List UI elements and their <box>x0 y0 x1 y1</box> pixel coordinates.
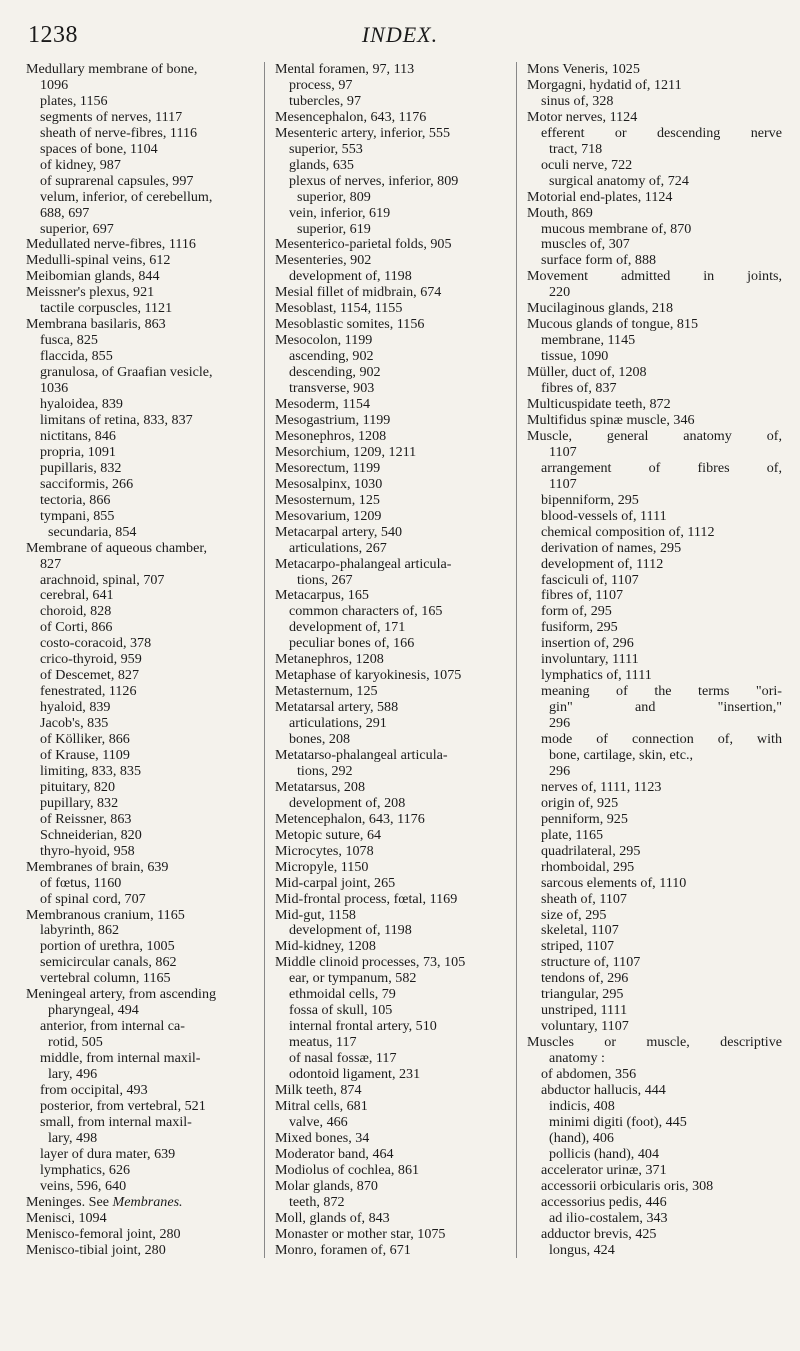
index-subentry: striped, 1107 <box>541 938 615 955</box>
index-entry: Monro, foramen of, 671 <box>275 1241 411 1258</box>
index-entry: Membranes of brain, 639 <box>26 858 169 875</box>
index-entry: Metatarsal artery, 588 <box>275 699 399 716</box>
index-entry: Muscle, general anatomy of, <box>527 427 782 444</box>
index-subentry: small, from internal maxil- <box>40 1113 192 1130</box>
index-entry: Mid-carpal joint, 265 <box>275 874 396 891</box>
index-subentry: of kidney, 987 <box>40 156 121 173</box>
index-entry: Metacarpal artery, 540 <box>275 523 403 540</box>
index-entry: Mesenteric artery, inferior, 555 <box>275 124 451 141</box>
index-entry: Milk teeth, 874 <box>275 1082 362 1098</box>
index-entry: Morgagni, hydatid of, 1211 <box>527 76 682 93</box>
index-entry: Meninges. See Membranes. <box>26 1193 183 1210</box>
index-subentry: pituitary, 820 <box>40 778 116 795</box>
index-subentry: sacciformis, 266 <box>40 475 134 492</box>
index-subentry: limiting, 833, 835 <box>40 762 142 779</box>
index-subentry: limitans of retina, 833, 837 <box>40 411 193 428</box>
index-subentry: fibres of, 1107 <box>541 587 624 604</box>
index-entry: Metanephros, 1208 <box>275 651 384 668</box>
index-subentry: glands, 635 <box>289 156 354 173</box>
index-subentry: flaccida, 855 <box>40 348 113 365</box>
index-entry: Modiolus of cochlea, 861 <box>275 1161 420 1178</box>
index-subentry: peculiar bones of, 166 <box>289 635 415 652</box>
index-subentry: insertion of, 296 <box>541 635 634 652</box>
index-subentry: origin of, 925 <box>541 794 619 811</box>
index-entry: Mesorectum, 1199 <box>275 459 381 476</box>
index-subentry: structure of, 1107 <box>541 954 641 971</box>
index-subentry: 827 <box>40 555 62 572</box>
index-entry: Mitral cells, 681 <box>275 1097 368 1114</box>
index-subentry: tract, 718 <box>549 140 603 157</box>
index-subentry: longus, 424 <box>549 1241 615 1258</box>
index-subentry: fenestrated, 1126 <box>40 683 137 700</box>
index-entry: Micropyle, 1150 <box>275 858 369 875</box>
index-entry: Mesoblast, 1154, 1155 <box>275 300 403 317</box>
index-subentry: of Kölliker, 866 <box>40 731 130 748</box>
index-subentry: spaces of bone, 1104 <box>40 140 158 157</box>
index-subentry: pupillary, 832 <box>40 794 119 811</box>
index-subentry: sinus of, 328 <box>541 92 614 109</box>
index-subentry: accelerator urinæ, 371 <box>541 1161 667 1178</box>
index-entry: Mesocolon, 1199 <box>275 332 373 349</box>
index-subentry: superior, 553 <box>289 140 363 157</box>
index-subentry: internal frontal artery, 510 <box>289 1018 437 1035</box>
page-heading: INDEX. <box>361 22 439 47</box>
index-entry: Mouth, 869 <box>527 204 593 221</box>
index-subentry: crico-thyroid, 959 <box>40 651 142 668</box>
index-subentry: indicis, 408 <box>549 1097 615 1114</box>
index-subentry: valve, 466 <box>289 1113 348 1130</box>
index-entry: Mesorchium, 1209, 1211 <box>275 443 417 460</box>
index-subentry: muscles of, 307 <box>541 236 630 253</box>
index-entry: Mesosternum, 125 <box>275 491 380 508</box>
index-entry: Microcytes, 1078 <box>275 842 374 859</box>
index-subentry: efferent or descending nerve <box>541 124 782 141</box>
index-subentry: of nasal fossæ, 117 <box>289 1050 397 1067</box>
index-subentry: descending, 902 <box>289 364 381 381</box>
index-subentry: vein, inferior, 619 <box>289 204 391 221</box>
index-subentry: involuntary, 1111 <box>541 651 639 668</box>
index-subentry: teeth, 872 <box>289 1193 345 1210</box>
index-entry: Membrana basilaris, 863 <box>26 316 166 333</box>
index-subentry: hyaloid, 839 <box>40 699 111 716</box>
index-subentry: triangular, 295 <box>541 986 624 1003</box>
index-subentry: bone, cartilage, skin, etc., <box>549 746 694 763</box>
index-subentry: development of, 208 <box>289 794 406 811</box>
index-subentry: of Corti, 866 <box>40 619 113 636</box>
index-subentry: middle, from internal maxil- <box>40 1050 201 1067</box>
index-entry: Meningeal artery, from ascending <box>26 986 217 1003</box>
index-entry: Mid-kidney, 1208 <box>275 938 376 955</box>
index-subentry: tactile corpuscles, 1121 <box>40 300 173 317</box>
index-entry: Molar glands, 870 <box>275 1177 378 1194</box>
index-subentry: arrangement of fibres of, <box>541 459 782 476</box>
index-entry: Medullary membrane of bone, <box>26 61 198 77</box>
index-entry: Medullated nerve-fibres, 1116 <box>26 236 196 253</box>
index-subentry: quadrilateral, 295 <box>541 842 641 859</box>
index-entry: Mesonephros, 1208 <box>275 427 387 444</box>
index-entry: Movement admitted in joints, <box>527 268 782 285</box>
index-subentry: of Reissner, 863 <box>40 810 132 827</box>
index-subentry: granulosa, of Graafian vesicle, <box>40 364 213 381</box>
index-subentry: 1096 <box>40 76 69 93</box>
index-column-2 <box>264 62 516 1258</box>
index-subentry: ad ilio-costalem, 343 <box>549 1209 668 1226</box>
index-entry: Mesovarium, 1209 <box>275 507 382 524</box>
index-subentry: veins, 596, 640 <box>40 1177 127 1194</box>
index-subentry: Jacob's, 835 <box>40 715 109 732</box>
index-subentry: gin" and "insertion," <box>549 699 782 716</box>
index-subentry: superior, 697 <box>40 220 114 237</box>
index-entry: Motor nerves, 1124 <box>527 108 638 125</box>
index-subentry: 296 <box>549 762 571 779</box>
index-column-3 <box>516 62 782 1258</box>
index-subentry: development of, 1112 <box>541 555 664 572</box>
index-subentry: lary, 498 <box>48 1129 98 1146</box>
index-subentry: 1107 <box>549 443 577 460</box>
index-subentry: accessorius pedis, 446 <box>541 1193 667 1210</box>
index-subentry: ear, or tympanum, 582 <box>289 970 417 987</box>
index-subentry: secundaria, 854 <box>48 523 137 540</box>
page-number: 1238 <box>28 22 78 48</box>
index-subentry: derivation of names, 295 <box>541 539 682 556</box>
index-subentry: tions, 292 <box>297 762 353 779</box>
index-subentry: lymphatics of, 1111 <box>541 667 652 684</box>
index-subentry: plate, 1165 <box>541 826 604 843</box>
index-entry: Mons Veneris, 1025 <box>527 61 640 77</box>
index-entry: Müller, duct of, 1208 <box>527 364 647 381</box>
index-entry: Mesoderm, 1154 <box>275 396 370 413</box>
index-subentry: pharyngeal, 494 <box>48 1002 139 1019</box>
index-subentry: 220 <box>549 284 571 301</box>
index-subentry: of spinal cord, 707 <box>40 890 146 907</box>
index-entry: Menisci, 1094 <box>26 1209 107 1226</box>
index-entry: Multifidus spinæ muscle, 346 <box>527 411 695 428</box>
index-subentry: anterior, from internal ca- <box>40 1018 185 1035</box>
index-subentry: choroid, 828 <box>40 603 112 620</box>
index-entry: Mesenteries, 902 <box>275 252 372 269</box>
index-entry: Metacarpus, 165 <box>275 587 369 604</box>
index-subentry: semicircular canals, 862 <box>40 954 177 971</box>
index-entry: Metacarpo-phalangeal articula- <box>275 555 452 572</box>
index-entry: Menisco-femoral joint, 280 <box>26 1225 181 1242</box>
index-subentry: labyrinth, 862 <box>40 922 120 939</box>
index-entry: Meibomian glands, 844 <box>26 268 160 285</box>
cross-reference: Membranes. <box>112 1193 183 1210</box>
index-subentry: accessorii orbicularis oris, 308 <box>541 1177 714 1194</box>
index-subentry: mucous membrane of, 870 <box>541 220 692 237</box>
index-entry: Monaster or mother star, 1075 <box>275 1225 446 1242</box>
index-subentry: tubercles, 97 <box>289 92 362 109</box>
index-entry: Mid-gut, 1158 <box>275 906 356 923</box>
index-subentry: surgical anatomy of, 724 <box>549 172 689 189</box>
index-subentry: superior, 619 <box>297 220 371 237</box>
index-entry: Membranous cranium, 1165 <box>26 906 185 923</box>
index-entry: Meissner's plexus, 921 <box>26 284 155 301</box>
index-subentry: development of, 1198 <box>289 268 412 285</box>
index-subentry: lymphatics, 626 <box>40 1161 131 1178</box>
index-subentry: fibres of, 837 <box>541 380 617 397</box>
index-entry: Mesosalpinx, 1030 <box>275 475 383 492</box>
index-subentry: size of, 295 <box>541 906 607 923</box>
index-subentry: surface form of, 888 <box>541 252 657 269</box>
index-subentry: sheath of, 1107 <box>541 890 627 907</box>
index-subentry: 1107 <box>549 475 577 492</box>
index-subentry: process, 97 <box>289 76 353 93</box>
index-subentry: ascending, 902 <box>289 348 374 365</box>
index-subentry: abductor hallucis, 444 <box>541 1082 666 1098</box>
index-subentry: common characters of, 165 <box>289 603 443 620</box>
index-subentry: anatomy : <box>549 1050 605 1067</box>
index-entry: Metaphase of karyokinesis, 1075 <box>275 667 462 684</box>
index-entry: Mesial fillet of midbrain, 674 <box>275 284 442 301</box>
index-subentry: pollicis (hand), 404 <box>549 1145 659 1162</box>
index-subentry: plates, 1156 <box>40 92 108 109</box>
index-subentry: minimi digiti (foot), 445 <box>549 1113 687 1130</box>
index-subentry: 688, 697 <box>40 204 90 221</box>
index-subentry: ethmoidal cells, 79 <box>289 986 396 1003</box>
index-subentry: tissue, 1090 <box>541 348 609 365</box>
index-entry: Mesoblastic somites, 1156 <box>275 316 425 333</box>
index-subentry: 296 <box>549 715 571 732</box>
index-subentry: of fœtus, 1160 <box>40 874 122 891</box>
index-subentry: rhomboidal, 295 <box>541 858 635 875</box>
index-subentry: arachnoid, spinal, 707 <box>40 571 165 588</box>
index-subentry: velum, inferior, of cerebellum, <box>40 188 213 205</box>
index-subentry: membrane, 1145 <box>541 332 636 349</box>
index-entry: Metasternum, 125 <box>275 683 378 700</box>
index-subentry: adductor brevis, 425 <box>541 1225 657 1242</box>
index-entry: Mental foramen, 97, 113 <box>275 61 415 77</box>
index-subentry: segments of nerves, 1117 <box>40 108 183 125</box>
index-subentry: of Descemet, 827 <box>40 667 140 684</box>
index-subentry: unstriped, 1111 <box>541 1002 628 1019</box>
index-subentry: bones, 208 <box>289 731 351 748</box>
index-entry: Medulli-spinal veins, 612 <box>26 252 171 269</box>
index-subentry: skeletal, 1107 <box>541 922 619 939</box>
index-subentry: of suprarenal capsules, 997 <box>40 172 194 189</box>
index-entry: Mucilaginous glands, 218 <box>527 300 674 317</box>
index-entry: Multicuspidate teeth, 872 <box>527 396 671 413</box>
index-subentry: of abdomen, 356 <box>541 1066 637 1083</box>
index-subentry: costo-coracoid, 378 <box>40 635 152 652</box>
index-subentry: fasciculi of, 1107 <box>541 571 639 588</box>
index-subentry: from occipital, 493 <box>40 1082 148 1098</box>
index-entry: Mid-frontal process, fœtal, 1169 <box>275 890 458 907</box>
index-subentry: fusca, 825 <box>40 332 98 349</box>
index-subentry: (hand), 406 <box>549 1129 614 1146</box>
index-subentry: sheath of nerve-fibres, 1116 <box>40 124 198 141</box>
index-subentry: fossa of skull, 105 <box>289 1002 393 1019</box>
index-subentry: chemical composition of, 1112 <box>541 523 715 540</box>
index-subentry: superior, 809 <box>297 188 371 205</box>
index-subentry: posterior, from vertebral, 521 <box>40 1097 206 1114</box>
index-subentry: of Krause, 1109 <box>40 746 130 763</box>
index-entry: Metatarsus, 208 <box>275 778 366 795</box>
index-entry: Mixed bones, 34 <box>275 1129 370 1146</box>
index-subentry: cerebral, 641 <box>40 587 114 604</box>
index-subentry: thyro-hyoid, 958 <box>40 842 135 859</box>
index-entry: Middle clinoid processes, 73, 105 <box>275 954 466 971</box>
index-subentry: tympani, 855 <box>40 507 115 524</box>
index-subentry: development of, 171 <box>289 619 406 636</box>
index-entry: Metopic suture, 64 <box>275 826 382 843</box>
index-subentry: meaning of the terms "ori- <box>541 683 782 700</box>
index-subentry: tendons of, 296 <box>541 970 629 987</box>
index-subentry: 1036 <box>40 380 69 397</box>
index-entry: Mesenterico-parietal folds, 905 <box>275 236 452 253</box>
index-subentry: vertebral column, 1165 <box>40 970 171 987</box>
index-subentry: form of, 295 <box>541 603 612 620</box>
index-entry: Metencephalon, 643, 1176 <box>275 810 425 827</box>
index-subentry: mode of connection of, with <box>541 731 782 748</box>
index-subentry: tectoria, 866 <box>40 491 111 508</box>
page-header <box>0 22 800 52</box>
index-entry: Motorial end-plates, 1124 <box>527 188 673 205</box>
index-subentry: transverse, 903 <box>289 380 375 397</box>
index-entry: Membrane of aqueous chamber, <box>26 539 208 556</box>
index-entry: Mucous glands of tongue, 815 <box>527 316 699 333</box>
index-subentry: sarcous elements of, 1110 <box>541 874 687 891</box>
index-entry: Moderator band, 464 <box>275 1145 394 1162</box>
index-subentry: meatus, 117 <box>289 1034 357 1051</box>
index-subentry: nictitans, 846 <box>40 427 116 444</box>
index-entry: Menisco-tibial joint, 280 <box>26 1241 166 1258</box>
index-subentry: hyaloidea, 839 <box>40 396 123 413</box>
index-column-1 <box>26 62 264 1258</box>
index-subentry: bipenniform, 295 <box>541 491 639 508</box>
index-subentry: fusiform, 295 <box>541 619 618 636</box>
index-subentry: tions, 267 <box>297 571 353 588</box>
index-subentry: penniform, 925 <box>541 810 628 827</box>
index-entry: Mesencephalon, 643, 1176 <box>275 108 427 125</box>
index-subentry: oculi nerve, 722 <box>541 156 633 173</box>
index-subentry: Schneiderian, 820 <box>40 826 142 843</box>
index-subentry: development of, 1198 <box>289 922 412 939</box>
index-entry: Muscles or muscle, descriptive <box>527 1034 782 1051</box>
index-subentry: blood-vessels of, 1111 <box>541 507 667 524</box>
index-subentry: plexus of nerves, inferior, 809 <box>289 172 459 189</box>
index-subentry: propria, 1091 <box>40 443 116 460</box>
index-subentry: voluntary, 1107 <box>541 1018 629 1035</box>
index-subentry: portion of urethra, 1005 <box>40 938 175 955</box>
index-subentry: nerves of, 1111, 1123 <box>541 778 662 795</box>
index-subentry: articulations, 291 <box>289 715 387 732</box>
index-entry: Mesogastrium, 1199 <box>275 411 391 428</box>
index-columns <box>26 62 782 1342</box>
index-subentry: rotid, 505 <box>48 1034 103 1051</box>
index-subentry: articulations, 267 <box>289 539 387 556</box>
index-subentry: lary, 496 <box>48 1066 98 1083</box>
index-entry: Moll, glands of, 843 <box>275 1209 390 1226</box>
index-subentry: pupillaris, 832 <box>40 459 122 476</box>
index-subentry: layer of dura mater, 639 <box>40 1145 176 1162</box>
index-entry: Metatarso-phalangeal articula- <box>275 746 448 763</box>
index-subentry: odontoid ligament, 231 <box>289 1066 421 1083</box>
